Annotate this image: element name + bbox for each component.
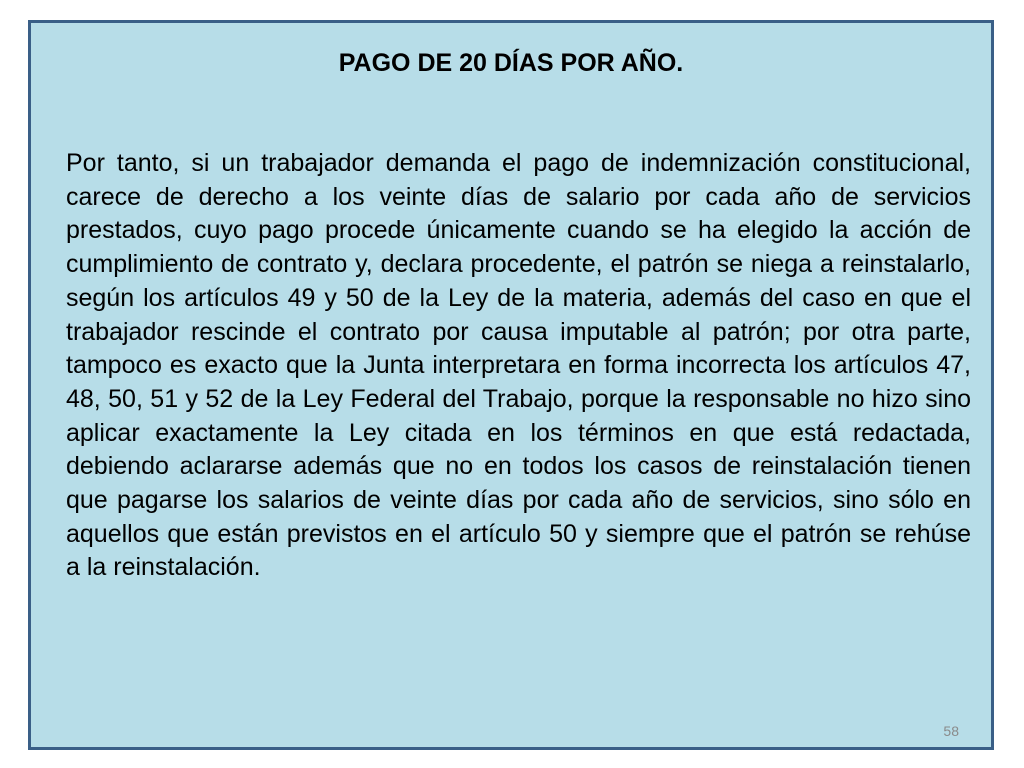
page-number: 58: [943, 723, 959, 739]
slide-title: PAGO DE 20 DÍAS POR AÑO.: [338, 49, 684, 77]
slide-panel: [28, 20, 994, 750]
slide-body-text: Por tanto, si un trabajador demanda el pago de indemnización constitucional, carece de derecho a los veinte días de salario por cada año de servicios prestados, cuyo pago procede únicamente cuando se ha elegido la acción de cumplimiento de contrato y, declara procedente, el patrón se niega a reinstalarlo, según los artículos 49 y 50 de la Ley de la materia, además del caso en que el trabajador rescinde el contrato por causa imputable al patrón; por otra parte, tampoco es exacto que la Junta interpretara en forma incorrecta los artículos 47, 48, 50, 51 y 52 de la Ley Federal del Trabajo, porque la responsable no hizo sino aplicar exactamente la Ley citada en los términos en que está redactada, debiendo aclararse además que no en todos los casos de reinstalación tienen que pagarse los salarios de veinte días por cada año de servicios, sino sólo en aquellos que están previstos en el artículo 50 y siempre que el patrón se rehúse a la reinstalación.: [66, 149, 971, 582]
